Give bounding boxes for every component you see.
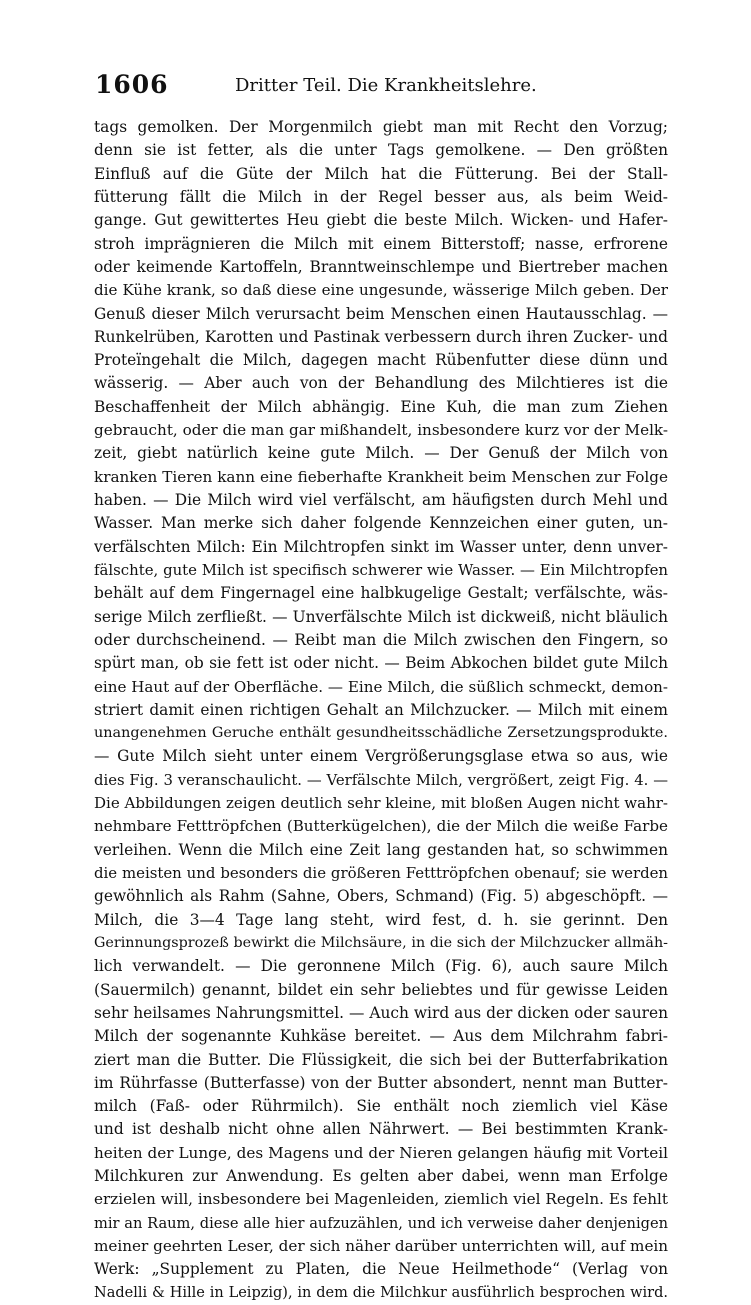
text-line: dies Fig. 3 veranschaulicht. — Verfälschte Milch, vergrößert, zeigt Fig. 4. —: [94, 771, 668, 789]
text-line: Einfluß auf die Güte der Milch hat die Fütterung. Bei der Stall-: [94, 164, 668, 183]
text-line: mir an Raum, diese alle hier aufzuzählen, und ich verweise daher denjenigen: [94, 1214, 668, 1232]
text-line: im Rührfasse (Butterfasse) von der Butter absondert, nennt man Butter-: [94, 1073, 668, 1092]
text-line: Die Abbildungen zeigen deutlich sehr kleine, mit bloßen Augen nicht wahr-: [94, 794, 668, 813]
text-line: unangenehmen Geruche enthält gesundheitsschädliche Zersetzungsprodukte.: [94, 725, 668, 742]
text-line: Wasser. Man merke sich daher folgende Kennzeichen einer guten, un-: [94, 514, 668, 533]
text-line: oder durchscheinend. — Reibt man die Milch zwischen den Fingern, so: [94, 630, 668, 649]
text-line: Milch, die 3—4 Tage lang steht, wird fest, d. h. sie gerinnt. Den: [94, 910, 668, 929]
text-line: striert damit einen richtigen Gehalt an Milchzucker. — Milch mit einem: [94, 700, 668, 719]
text-line: denn sie ist fetter, als die unter Tags gemolkene. — Den größten: [94, 141, 668, 160]
page-number: 1606: [95, 70, 169, 99]
text-line: Nadelli & Hille in Leipzig), in dem die Milchkur ausführlich besprochen wird.: [94, 1284, 668, 1301]
text-line: nehmbare Fetttröpfchen (Butterkügelchen), die der Milch die weiße Farbe: [94, 817, 668, 836]
text-line: serige Milch zerfließt. — Unverfälschte Milch ist dickweiß, nicht bläulich: [94, 607, 668, 626]
body-text: [94, 116, 668, 1305]
text-line: spürt man, ob sie fett ist oder nicht. — Beim Abkochen bildet gute Milch: [94, 654, 668, 673]
text-line: zeit, giebt natürlich keine gute Milch. — Der Genuß der Milch von: [94, 444, 668, 463]
text-line: — Gute Milch sieht unter einem Vergrößerungsglase etwa so aus, wie: [94, 747, 668, 766]
text-line: Beschaffenheit der Milch abhängig. Eine Kuh, die man zum Ziehen: [94, 397, 668, 416]
text-line: gewöhnlich als Rahm (Sahne, Obers, Schmand) (Fig. 5) abgeschöpft. —: [94, 887, 668, 906]
text-line: Milchkuren zur Anwendung. Es gelten aber dabei, wenn man Erfolge: [94, 1167, 668, 1186]
text-line: Runkelrüben, Karotten und Pastinak verbessern durch ihren Zucker- und: [94, 327, 668, 346]
text-line: und ist deshalb nicht ohne allen Nährwert. — Bei bestimmten Krank-: [94, 1120, 668, 1139]
text-line: haben. — Die Milch wird viel verfälscht, am häufigsten durch Mehl und: [94, 491, 668, 509]
text-line: Gerinnungsprozeß bewirkt die Milchsäure, in die sich der Milchzucker allmäh-: [94, 934, 668, 951]
text-line: verleihen. Wenn die Milch eine Zeit lang gestanden hat, so schwimmen: [94, 840, 668, 859]
text-line: sehr heilsames Nahrungsmittel. — Auch wird aus der dicken oder sauren: [94, 1003, 668, 1022]
text-line: oder keimende Kartoffeln, Branntweinschlempe und Biertreber machen: [94, 257, 668, 276]
text-line: ziert man die Butter. Die Flüssigkeit, die sich bei der Butterfabrikation: [94, 1050, 668, 1069]
text-line: gebraucht, oder die man gar mißhandelt, insbesondere kurz vor der Melk-: [94, 421, 668, 440]
text-line: meiner geehrten Leser, der sich näher darüber unterrichten will, auf mein: [94, 1237, 668, 1255]
text-line: eine Haut auf der Oberfläche. — Eine Milch, die süßlich schmeckt, demon-: [94, 677, 668, 696]
text-line: fütterung fällt die Milch in der Regel besser aus, als beim Weid-: [94, 187, 668, 206]
text-line: Milch der sogenannte Kuhkäse bereitet. — Aus dem Milchrahm fabri-: [94, 1027, 668, 1046]
text-line: gange. Gut gewittertes Heu giebt die beste Milch. Wicken- und Hafer-: [94, 211, 668, 230]
text-line: stroh imprägnieren die Milch mit einem Bitterstoff; nasse, erfrorene: [94, 234, 668, 253]
text-line: Genuß dieser Milch verursacht beim Menschen einen Hautausschlag. —: [94, 304, 668, 323]
text-line: fälschte, gute Milch ist specifisch schwerer wie Wasser. — Ein Milchtropfen: [94, 560, 668, 579]
text-line: milch (Faß- oder Rührmilch). Sie enthält noch ziemlich viel Käse: [94, 1097, 668, 1116]
page-header: [95, 68, 675, 104]
text-line: heiten der Lunge, des Magens und der Nieren gelangen häufig mit Vorteil: [94, 1143, 668, 1162]
text-line: lich verwandelt. — Die geronnene Milch (Fig. 6), auch saure Milch: [94, 957, 668, 976]
text-line: (Sauermilch) genannt, bildet ein sehr beliebtes und für gewisse Leiden: [94, 980, 668, 999]
text-line: tags gemolken. Der Morgenmilch giebt man mit Recht den Vorzug;: [94, 118, 668, 136]
text-line: kranken Tieren kann eine fieberhafte Krankheit beim Menschen zur Folge: [94, 467, 668, 486]
running-head: Dritter Teil. Die Krankheitslehre.: [235, 75, 537, 96]
text-line: Werk: „Supplement zu Platen, die Neue Heilmethode“ (Verlag von: [94, 1260, 668, 1279]
text-line: behält auf dem Fingernagel eine halbkugelige Gestalt; verfälschte, wäs-: [94, 584, 668, 603]
text-line: die Kühe krank, so daß diese eine ungesunde, wässerige Milch geben. Der: [94, 281, 668, 300]
text-line: Proteïngehalt die Milch, dagegen macht Rübenfutter diese dünn und: [94, 351, 668, 370]
text-line: wässerig. — Aber auch von der Behandlung des Milchtieres ist die: [94, 374, 668, 393]
text-line: verfälschten Milch: Ein Milchtropfen sinkt im Wasser unter, denn unver-: [94, 537, 668, 556]
text-line: die meisten und besonders die größeren Fetttröpfchen obenauf; sie werden: [94, 864, 668, 882]
text-line: erzielen will, insbesondere bei Magenleiden, ziemlich viel Regeln. Es fehlt: [94, 1190, 668, 1209]
